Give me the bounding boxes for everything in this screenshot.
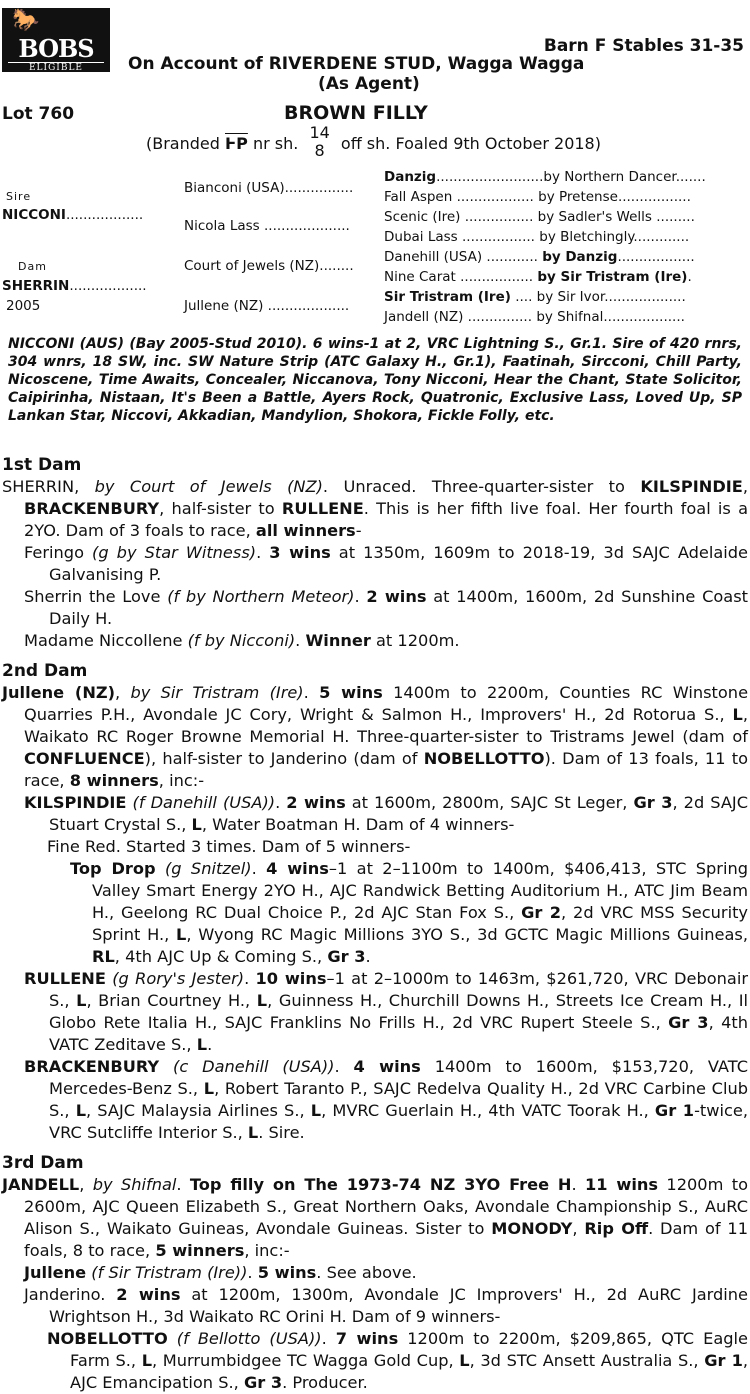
gg-sire: by Bletchingly bbox=[539, 229, 634, 245]
relative-name: NOBELLOTTO bbox=[423, 749, 545, 768]
wins: 10 wins bbox=[255, 969, 327, 988]
text: at 1350m, 1609m to 2018-19, 3d SAJC Adelaide Galvanising P. bbox=[49, 543, 748, 584]
granddam-sire-side-name: Nicola Lass bbox=[184, 218, 260, 234]
winners-count: 5 winners bbox=[155, 1241, 245, 1260]
winners-count: all winners bbox=[255, 521, 356, 540]
text: -twice, VRC Sutcliffe Interior S., bbox=[49, 1101, 748, 1142]
grandsire-dam-side-name: Court of Jewels (NZ) bbox=[184, 258, 320, 274]
dam-sire: by Sir Tristram (Ire) bbox=[130, 683, 304, 702]
listed-badge: L bbox=[75, 1101, 87, 1120]
foal-entry bbox=[2, 1056, 748, 1144]
foal-entry bbox=[2, 1262, 748, 1284]
wins: 2 wins bbox=[366, 587, 427, 606]
brand-suffix: off sh. Foaled 9th October 2018) bbox=[340, 134, 601, 153]
gg-name: Sir Tristram (Ire) bbox=[384, 289, 511, 305]
text: . See above. bbox=[316, 1263, 417, 1282]
listed-badge: L bbox=[141, 1351, 153, 1370]
foal-sire: (f by Northern Meteor) bbox=[167, 587, 355, 606]
foal-entry bbox=[2, 792, 748, 836]
dam-cell: SHERRIN.................. bbox=[2, 278, 147, 294]
gg-name: Danzig bbox=[384, 169, 437, 185]
wins: 11 wins bbox=[584, 1175, 659, 1194]
first-dam-paragraph: SHERRIN, by Court of Jewels (NZ). Unraced. Three-quarter-sister to KILSPINDIE, BRACKENBURY, half-sister to RULLENE. This is her fifth live foal. Her fourth foal is a 2YO. Dam of 3 foals to race, all winners- bbox=[2, 477, 748, 540]
listed-badge: L bbox=[310, 1101, 322, 1120]
logo-bobs-text: BOBS bbox=[18, 34, 94, 63]
text: , MVRC Guerlain H., 4th VATC Toorak H., bbox=[321, 1101, 655, 1120]
wins: 5 wins bbox=[319, 683, 383, 702]
foal-entry bbox=[2, 1284, 748, 1328]
brand-prefix: (Branded bbox=[146, 134, 220, 153]
account-line: On Account of RIVERDENE STUD, Wagga Wagga bbox=[128, 54, 585, 74]
grandsire-cell: Bianconi (USA)................ bbox=[184, 180, 354, 196]
gg-sire: by Shifnal bbox=[536, 309, 604, 325]
text: , Robert Taranto P., SAJC Redelva Quality H., 2d VRC Carbine Club S., bbox=[49, 1079, 749, 1120]
gg-sire: by Sadler's Wells bbox=[537, 209, 652, 225]
text: , bbox=[79, 1175, 93, 1194]
dam-sire: by Shifnal bbox=[92, 1175, 177, 1194]
gg-row-7: Sir Tristram (Ire) .... by Sir Ivor................... bbox=[384, 289, 686, 305]
text: . bbox=[321, 1329, 336, 1348]
listed-badge: L bbox=[76, 991, 87, 1010]
foal-sire: (f Danehill (USA)) bbox=[132, 793, 276, 812]
third-dam-paragraph bbox=[2, 1174, 748, 1262]
text: , 4th VATC Zeditave S., bbox=[49, 1013, 749, 1054]
foal-name: Sherrin the Love bbox=[24, 587, 168, 606]
text: . bbox=[275, 793, 287, 812]
wins: 5 wins bbox=[257, 1263, 317, 1282]
wins: 7 wins bbox=[335, 1329, 399, 1348]
text: 1400m to 2200m, Counties RC Winstone Quarries P.H., Avondale JC Cory, Wright & Salmon H., Improvers' H., 2d Rotorua S., bbox=[24, 683, 749, 724]
wins: Winner bbox=[305, 631, 371, 650]
text: 1200m to 2200m, $209,865, QTC Eagle Farm S., bbox=[70, 1329, 748, 1370]
relative-name: BRACKENBURY bbox=[24, 499, 160, 518]
listed-badge: L bbox=[256, 991, 268, 1010]
listed-badge: L bbox=[191, 815, 202, 834]
wins: 4 wins bbox=[353, 1057, 421, 1076]
text: . Sire. bbox=[258, 1123, 305, 1142]
brand-number-top: 14 bbox=[309, 123, 330, 142]
logo-eligible-text: ELIGIBLE bbox=[8, 62, 104, 73]
gg-row-2: Fall Aspen .................. by Pretense................. bbox=[384, 189, 691, 205]
gg-name: Nine Carat bbox=[384, 269, 456, 285]
foal-sire: (f by Nicconi) bbox=[187, 631, 296, 650]
text: . bbox=[244, 969, 256, 988]
text: 1200m to 2600m, AJC Queen Elizabeth S., Great Northern Oaks, Avondale Championship S., AuRC Alison S., Waikato Guineas, Avondale Guineas. Sister to bbox=[24, 1175, 748, 1238]
grandsire-dam-side-cell: Court of Jewels (NZ)........ bbox=[184, 258, 354, 274]
sire-cell: NICCONI.................. bbox=[2, 207, 144, 223]
foal-sire: (g by Star Witness) bbox=[92, 543, 257, 562]
text: , Wyong RC Magic Millions 3YO S., 3d GCTC Magic Millions Guineas, bbox=[186, 925, 749, 944]
wins: 3 wins bbox=[269, 543, 331, 562]
dam-name: SHERRIN bbox=[2, 278, 70, 294]
text: . bbox=[334, 1057, 354, 1076]
gg-row-4: Dubai Lass ................. by Bletchingly............. bbox=[384, 229, 690, 245]
listed-badge: L bbox=[459, 1351, 470, 1370]
sire-summary: NICCONI (AUS) (Bay 2005-Stud 2010). 6 wins-1 at 2, VRC Lightning S., Gr.1. Sire of 420 rnrs, 304 wnrs, 18 SW, inc. SW Nature Strip (ATC Galaxy H., Gr.1), Faatinah, Sircconi, Chill Party, Nicoscene, Time Awaits, Concealer, Niccanova, Tony Nicconi, Hear the Chant, State Solicitor, Caipirinha, Nistaan, It's Been a Battle, Ayers Rock, Quatronic, Exclusive Lass, Loved Up, SP Lankan Star, Niccovi, Akkadian, Mandylion, Shokora, Fickle Folly, etc. bbox=[8, 336, 742, 424]
agent-line: (As Agent) bbox=[318, 74, 420, 94]
text: at 1600m, 2800m, SAJC St Leger, bbox=[345, 793, 634, 812]
text: . bbox=[256, 543, 270, 562]
granddam-dam-side-cell: Jullene (NZ) ................... bbox=[184, 298, 350, 314]
gg-name: Fall Aspen bbox=[384, 189, 453, 205]
foal-name: Madame Niccollene bbox=[24, 631, 188, 650]
text: . Producer. bbox=[282, 1373, 368, 1392]
dam-name: JANDELL bbox=[2, 1175, 80, 1194]
foal-name: Feringo bbox=[24, 543, 93, 562]
group-badge: Gr 3 bbox=[668, 1013, 709, 1032]
foal-entry: Fine Red. Started 3 times. Dam of 5 winners- bbox=[47, 837, 411, 856]
brand-near-shoulder: nr sh. bbox=[252, 134, 299, 153]
honour: Top filly on The 1973-74 NZ 3YO Free H bbox=[189, 1175, 572, 1194]
foal-entry bbox=[2, 542, 748, 586]
group-badge: Gr 3 bbox=[633, 793, 673, 812]
text: . bbox=[303, 683, 320, 702]
gg-sire: by Pretense bbox=[538, 189, 618, 205]
dam-sire: by Court of Jewels (NZ) bbox=[94, 477, 323, 496]
wins: 4 wins bbox=[266, 859, 329, 878]
group-badge: Gr 1 bbox=[654, 1101, 695, 1120]
text: , SAJC Malaysia Airlines S., bbox=[86, 1101, 311, 1120]
text: –1 at 2–1100m to 1400m, $406,413, STC Spring Valley Smart Energy 2YO H., AJC Randwick Betting Auditorium H., ATC Jim Beam H., Geelong RC Dual Choice P., 2d AJC Stan Fox S., bbox=[92, 859, 748, 922]
gg-row-3: Scenic (Ire) ................ by Sadler's Wells ......... bbox=[384, 209, 695, 225]
gg-sire: by Sir Ivor bbox=[536, 289, 605, 305]
relative-name: RULLENE bbox=[281, 499, 364, 518]
foal-sire: (f Sir Tristram (Ire)) bbox=[91, 1263, 248, 1282]
catalogue-body bbox=[2, 454, 748, 1394]
brand-numbers bbox=[309, 124, 329, 160]
text: . bbox=[251, 859, 267, 878]
text: , bbox=[742, 477, 748, 496]
foal-name: BRACKENBURY bbox=[24, 1057, 160, 1076]
first-dam-heading: 1st Dam bbox=[2, 455, 82, 475]
foal-name: Jullene bbox=[24, 1263, 87, 1282]
listed-badge: L bbox=[203, 1079, 215, 1098]
foal-entry bbox=[2, 630, 748, 652]
foal-name: NOBELLOTTO bbox=[47, 1329, 168, 1348]
foal-name: Janderino. bbox=[24, 1285, 117, 1304]
dam-year: 2005 bbox=[6, 298, 41, 314]
text: at 1400m, 1600m, 2d Sunshine Coast Daily H. bbox=[49, 587, 748, 628]
dam-name: Jullene (NZ) bbox=[2, 683, 116, 702]
text: –1 at 2–1000m to 1463m, $261,720, VRC Debonair S., bbox=[49, 969, 748, 1010]
text: . bbox=[176, 1175, 190, 1194]
winners-count: 8 winners bbox=[69, 771, 159, 790]
third-dam-heading: 3rd Dam bbox=[2, 1153, 84, 1173]
text: at 1200m. bbox=[370, 631, 460, 650]
brand-number-bottom: 8 bbox=[314, 141, 325, 160]
text: , AJC Emancipation S., bbox=[70, 1351, 748, 1392]
bobs-eligible-logo bbox=[2, 8, 110, 72]
foal-name: KILSPINDIE bbox=[24, 793, 127, 812]
foal-entry bbox=[2, 1328, 748, 1394]
text: , 2d SAJC Stuart Crystal S., bbox=[49, 793, 748, 834]
text: - bbox=[355, 521, 362, 540]
barn-stables: Barn F Stables 31-35 bbox=[543, 36, 744, 56]
group-badge: Gr 2 bbox=[521, 903, 562, 922]
gg-row-1: Danzig.........................by Northern Dancer....... bbox=[384, 169, 706, 185]
relative-name: MONODY bbox=[491, 1219, 573, 1238]
text: , Guinness H., Churchill Downs H., Streets Ice Cream H., Il Globo Rete Italia H., SAJC Franklins No Frills H., 2d VRC Rupert Steele S., bbox=[49, 991, 748, 1032]
text: ), half-sister to Janderino (dam of bbox=[144, 749, 424, 768]
foal-sire: (g Snitzel) bbox=[164, 859, 252, 878]
text: . bbox=[354, 587, 367, 606]
foal-entry bbox=[2, 858, 748, 968]
group-badge: Gr 3 bbox=[327, 947, 366, 966]
granddam-dam-side-name: Jullene (NZ) bbox=[184, 298, 264, 314]
text: , 4th AJC Up & Coming S., bbox=[114, 947, 328, 966]
text: , 2d VRC MSS Security Sprint H., bbox=[92, 903, 748, 944]
listed-badge: L bbox=[247, 1123, 259, 1142]
gg-name: Danehill (USA) bbox=[384, 249, 483, 265]
text: . bbox=[295, 631, 306, 650]
wins: 2 wins bbox=[286, 793, 346, 812]
foal-name: Top Drop bbox=[70, 859, 156, 878]
relative-name: Rip Off bbox=[584, 1219, 649, 1238]
foal-sire: (c Danehill (USA)) bbox=[173, 1057, 335, 1076]
foal-entry bbox=[2, 968, 748, 1056]
gg-sire: by Danzig bbox=[542, 249, 618, 265]
gg-name: Scenic (Ire) bbox=[384, 209, 461, 225]
relative-name: CONFLUENCE bbox=[24, 749, 145, 768]
sire-name: NICCONI bbox=[2, 207, 66, 223]
text: , 3d STC Ansett Australia S., bbox=[469, 1351, 705, 1370]
text: . Dam of 11 foals, 8 to race, bbox=[24, 1219, 748, 1260]
group-badge: Gr 3 bbox=[243, 1373, 283, 1392]
foal-name: RULLENE bbox=[24, 969, 106, 988]
restricted-listed-badge: RL bbox=[92, 947, 115, 966]
text: . bbox=[247, 1263, 258, 1282]
dam-label: Dam bbox=[18, 260, 47, 273]
second-dam-paragraph: Jullene (NZ), by Sir Tristram (Ire). 5 wins 1400m to 2200m, Counties RC Winstone Quarries P.H., Avondale JC Cory, Wright & Salmon H., Improvers' H., 2d Rotorua S., L, Waikato RC Roger Browne Memorial H. Three-quarter-sister to Tristrams Jewel (dam of CONFLUENCE), half-sister to Janderino (dam of NOBELLOTTO). Dam of 13 foals, 11 to race, 8 winners, inc:- bbox=[2, 683, 749, 790]
text: . Unraced. Three-quarter-sister to bbox=[322, 477, 641, 496]
granddam-sire-side-cell: Nicola Lass .................... bbox=[184, 218, 350, 234]
foal-sire: (g Rory's Jester) bbox=[112, 969, 245, 988]
gg-sire: by Northern Dancer bbox=[543, 169, 676, 185]
gg-row-8: Jandell (NZ) ............... by Shifnal................... bbox=[384, 309, 685, 325]
gg-name: Jandell (NZ) bbox=[384, 309, 464, 325]
lot-number: Lot 760 bbox=[2, 104, 75, 124]
text: , Murrumbidgee TC Wagga Gold Cup, bbox=[152, 1351, 460, 1370]
brand-line bbox=[146, 124, 601, 166]
text: , Waikato RC Roger Browne Memorial H. Three-quarter-sister to Tristrams Jewel (dam of bbox=[24, 705, 748, 746]
dam-name: SHERRIN bbox=[2, 477, 75, 496]
listed-badge: L bbox=[732, 705, 743, 724]
horse-icon: 🐎 bbox=[12, 8, 40, 33]
grandsire-name: Bianconi (USA) bbox=[184, 180, 285, 196]
text: , bbox=[572, 1219, 585, 1238]
text: ). Dam of 13 foals, 11 to race, bbox=[24, 749, 748, 790]
foal-sire: (f Bellotto (USA)) bbox=[176, 1329, 322, 1348]
text: at 1200m, 1300m, Avondale JC Improvers' H., 2d AuRC Jardine Wrightson H., 3d Waikato RC Orini H. Dam of 9 winners- bbox=[49, 1285, 748, 1326]
gg-name: Dubai Lass bbox=[384, 229, 458, 245]
listed-badge: L bbox=[196, 1035, 208, 1054]
gg-row-5: Danehill (USA) ............ by Danzig.................. bbox=[384, 249, 695, 265]
text: 1400m to 1600m, $153,720, VATC Mercedes-Benz S., bbox=[49, 1057, 748, 1098]
second-dam-heading: 2nd Dam bbox=[2, 661, 88, 681]
brand-mark-icon: $\overline{ⱵP}$ bbox=[225, 134, 248, 153]
text: . This is her fifth live foal. Her fourth foal is a 2YO. Dam of 3 foals to race, bbox=[24, 499, 748, 540]
relative-name: KILSPINDIE bbox=[640, 477, 743, 496]
foal-entry bbox=[2, 586, 748, 630]
text: , Water Boatman H. Dam of 4 winners- bbox=[201, 815, 515, 834]
sire-label: Sire bbox=[6, 190, 32, 203]
lot-title: BROWN FILLY bbox=[284, 102, 428, 124]
group-badge: Gr 1 bbox=[704, 1351, 743, 1370]
text: , Brian Courtney H., bbox=[86, 991, 257, 1010]
text: , half-sister to bbox=[159, 499, 282, 518]
listed-badge: L bbox=[176, 925, 187, 944]
gg-row-6: Nine Carat ................. by Sir Tristram (Ire). bbox=[384, 269, 692, 285]
text: , inc:- bbox=[244, 1241, 290, 1260]
text: . bbox=[207, 1035, 213, 1054]
wins: 2 wins bbox=[116, 1285, 181, 1304]
gg-sire: by Sir Tristram (Ire) bbox=[537, 269, 688, 285]
text: . bbox=[365, 947, 371, 966]
text: , inc:- bbox=[158, 771, 205, 790]
text: . bbox=[571, 1175, 585, 1194]
